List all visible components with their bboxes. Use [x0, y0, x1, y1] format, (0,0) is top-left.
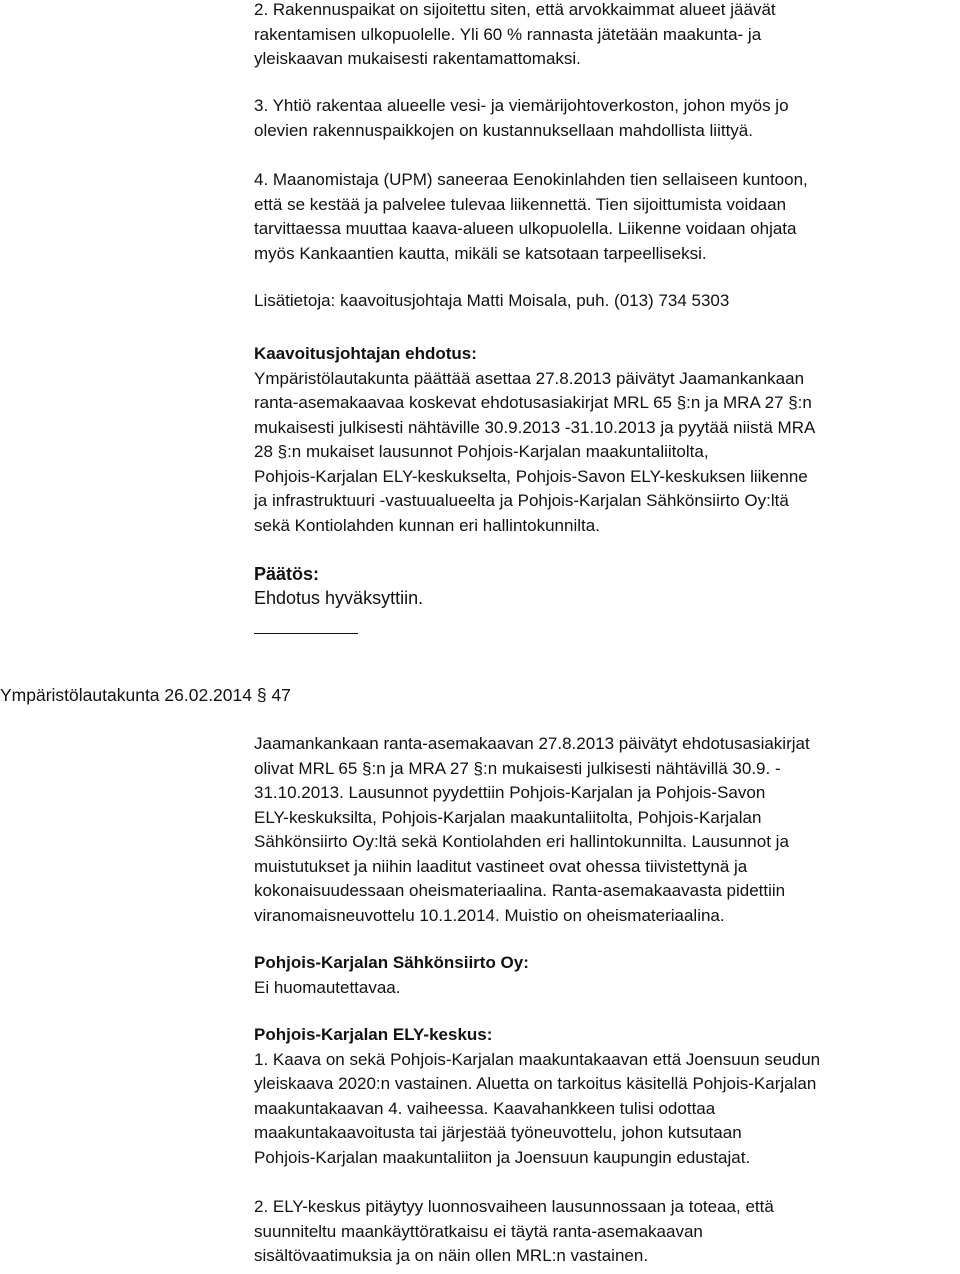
paragraph-item-2: 2. Rakennuspaikat on sijoitettu siten, että arvokkaimmat alueet jäävät rakentamisen ulkopuolelle. Yli 60 % rannasta jätetään maakunta- ja yleiskaavan mukaisesti rakentamattomaksi.	[254, 0, 776, 68]
statement-power-text: Ei huomautettavaa.	[254, 977, 401, 997]
statement-power-heading: Pohjois-Karjalan Sähkönsiirto Oy:	[254, 953, 529, 972]
paragraph-item-4: 4. Maanomistaja (UPM) saneeraa Eenokinlahden tien sellaiseen kuntoon, että se kestää ja palvelee tulevaa liikennettä. Tien sijoittumista voidaan tarvittaessa muuttaa kaava-alueen ulkopuolella. Liikenne voidaan ohjata myös Kankaantien kautta, mikäli se katsotaan tarpeelliseksi.	[254, 170, 808, 263]
proposal-text: Ympäristölautakunta päättää asettaa 27.8.2013 päivätyt Jaamankankaan ranta-asemakaavaa koskevat ehdotusasiakirjat MRL 65 §:n ja MRA 27 §:n mukaisesti julkisesti nähtäville 30.9.2013 -31.10.2013 ja pyytää niistä MRA 28 §:n mukaiset lausunnot Pohjois-Karjalan maakuntaliitolta, Pohjois-Karjalan ELY-keskukselta, Pohjois-Savon ELY-keskuksen liikenne ja infrastruktuuri -vastuualueelta ja Pohjois-Karjalan Sähkönsiirto Oy:ltä sekä Kontiolahden kunnan eri hallintokunnilta.	[254, 368, 816, 535]
section-divider	[254, 633, 358, 634]
summary-text: Jaamankankaan ranta-asemakaavan 27.8.2013 päivätyt ehdotusasiakirjat olivat MRL 65 §:n ja MRA 27 §:n mukaisesti julkisesti nähtävillä 30.9. - 31.10.2013. Lausunnot pyydettiin Pohjois-Karjalan ja Pohjois-Savon ELY-keskuksilta, Pohjois-Karjalan maakuntaliitolta, Pohjois-Karjalan Sähkönsiirto Oy:ltä sekä Kontiolahden eri hallintokunnilta. Lausunnot ja muistutukset ja niihin laaditut vastineet ovat ohessa tiivistettynä ja kokonaisuudessaan oheismateriaalina. Ranta-asemakaavasta pidettiin viranomaisneuvottelu 10.1.2014. Muistio on oheismateriaalina.	[254, 734, 810, 925]
paragraph-item-3: 3. Yhtiö rakentaa alueelle vesi- ja viemärijohtoverkoston, johon myös jo olevien rakennuspaikkojen on kustannuksellaan mahdollista liittyä.	[254, 96, 789, 140]
decision-section	[254, 562, 954, 610]
contact-info: Lisätietoja: kaavoitusjohtaja Matti Moisala, puh. (013) 734 5303	[254, 291, 730, 310]
statement-power-section	[254, 951, 954, 1000]
decision-heading: Päätös:	[254, 564, 320, 584]
meeting-label: Ympäristölautakunta 26.02.2014 § 47	[0, 685, 291, 705]
decision-text: Ehdotus hyväksyttiin.	[254, 588, 424, 608]
statement-ely-text-1: 1. Kaava on sekä Pohjois-Karjalan maakuntakaavan että Joensuun seudun yleiskaava 2020:n vastainen. Aluetta on tarkoitus käsitellä Pohjois-Karjalan maakuntakaavan 4. vaiheessa. Kaavahankkeen tulisi odottaa maakuntakaavoitusta tai järjestää työneuvottelu, johon kutsutaan Pohjois-Karjalan maakuntaliiton ja Joensuun kaupungin edustajat.	[254, 1049, 821, 1167]
proposal-heading: Kaavoitusjohtajan ehdotus:	[254, 344, 477, 363]
statement-ely-heading: Pohjois-Karjalan ELY-keskus:	[254, 1025, 493, 1044]
proposal-section	[254, 342, 954, 538]
statement-ely-section	[254, 1023, 954, 1170]
statement-ely-text-2: 2. ELY-keskus pitäytyy luonnosvaiheen lausunnossaan ja toteaa, että suunniteltu maankäyttöratkaisu ei täytä ranta-asemakaavan sisältövaatimuksia ja on näin ollen MRL:n vastainen.	[254, 1197, 774, 1265]
